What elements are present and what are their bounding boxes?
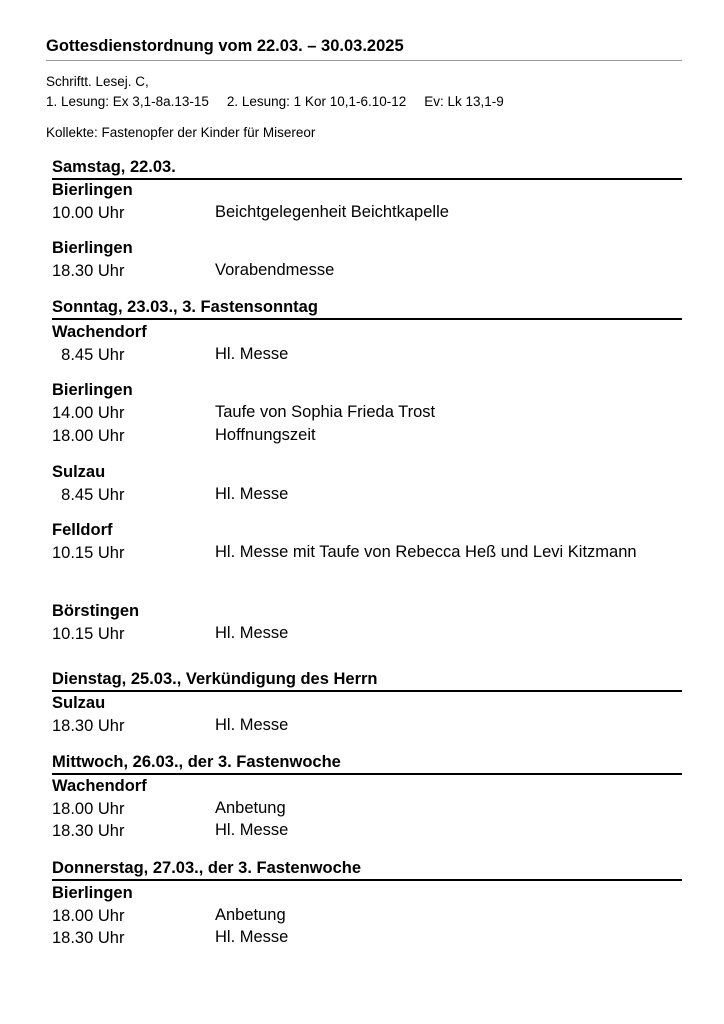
service-time: 18.00 Uhr	[52, 800, 125, 818]
service-time: 18.30 Uhr	[52, 262, 125, 280]
place-name: Bierlingen	[52, 181, 133, 199]
place-name: Sulzau	[52, 694, 106, 712]
place-name: Felldorf	[52, 521, 113, 539]
place-name: Börstingen	[52, 602, 140, 620]
service-event: Hl. Messe	[215, 821, 289, 839]
readings-line	[46, 93, 504, 111]
first-reading: 1. Lesung: Ex 3,1-8a.13-15	[46, 94, 209, 109]
lesejahr-line: Schriftt. Lesej. C,	[46, 74, 149, 89]
service-event: Hoffnungszeit	[215, 426, 316, 444]
service-time: 8.45 Uhr	[52, 346, 125, 364]
second-reading: 2. Lesung: 1 Kor 10,1-6.10-12	[226, 94, 407, 109]
service-event: Hl. Messe	[215, 345, 289, 363]
service-event: Anbetung	[215, 906, 286, 924]
place-name: Wachendorf	[52, 777, 147, 795]
service-time: 18.30 Uhr	[52, 717, 125, 735]
kollekte-line: Kollekte: Fastenopfer der Kinder für Misereor	[46, 125, 316, 140]
service-time: 10.15 Uhr	[52, 625, 125, 643]
place-name: Wachendorf	[52, 323, 147, 341]
service-time: 10.15 Uhr	[52, 544, 125, 562]
service-event: Hl. Messe	[215, 624, 289, 642]
service-event: Hl. Messe	[215, 928, 289, 946]
place-name: Sulzau	[52, 463, 106, 481]
document-title: Gottesdienstordnung vom 22.03. – 30.03.2025	[46, 37, 404, 55]
gospel-reading: Ev: Lk 13,1-9	[424, 94, 504, 109]
service-time: 14.00 Uhr	[52, 404, 125, 422]
day-heading-sunday: Sonntag, 23.03., 3. Fastensonntag	[52, 297, 682, 320]
place-name: Bierlingen	[52, 239, 133, 257]
service-event: Taufe von Sophia Frieda Trost	[215, 403, 436, 421]
service-time: 10.00 Uhr	[52, 204, 125, 222]
service-event: Anbetung	[215, 799, 286, 817]
service-event: Hl. Messe	[215, 716, 289, 734]
service-time: 18.30 Uhr	[52, 929, 125, 947]
place-name: Bierlingen	[52, 884, 133, 902]
title-divider	[46, 60, 682, 61]
service-event: Hl. Messe mit Taufe von Rebecca Heß und Levi Kitzmann	[215, 543, 637, 561]
service-time: 18.30 Uhr	[52, 822, 125, 840]
service-time: 8.45 Uhr	[52, 486, 125, 504]
service-event: Hl. Messe	[215, 485, 289, 503]
day-heading-saturday: Samstag, 22.03.	[52, 157, 682, 180]
service-event: Vorabendmesse	[215, 261, 335, 279]
day-heading-wednesday: Mittwoch, 26.03., der 3. Fastenwoche	[52, 752, 682, 775]
service-time: 18.00 Uhr	[52, 427, 125, 445]
service-time: 18.00 Uhr	[52, 907, 125, 925]
day-heading-tuesday: Dienstag, 25.03., Verkündigung des Herrn	[52, 669, 682, 692]
day-heading-thursday: Donnerstag, 27.03., der 3. Fastenwoche	[52, 858, 682, 881]
place-name: Bierlingen	[52, 381, 133, 399]
service-event: Beichtgelegenheit Beichtkapelle	[215, 203, 449, 221]
